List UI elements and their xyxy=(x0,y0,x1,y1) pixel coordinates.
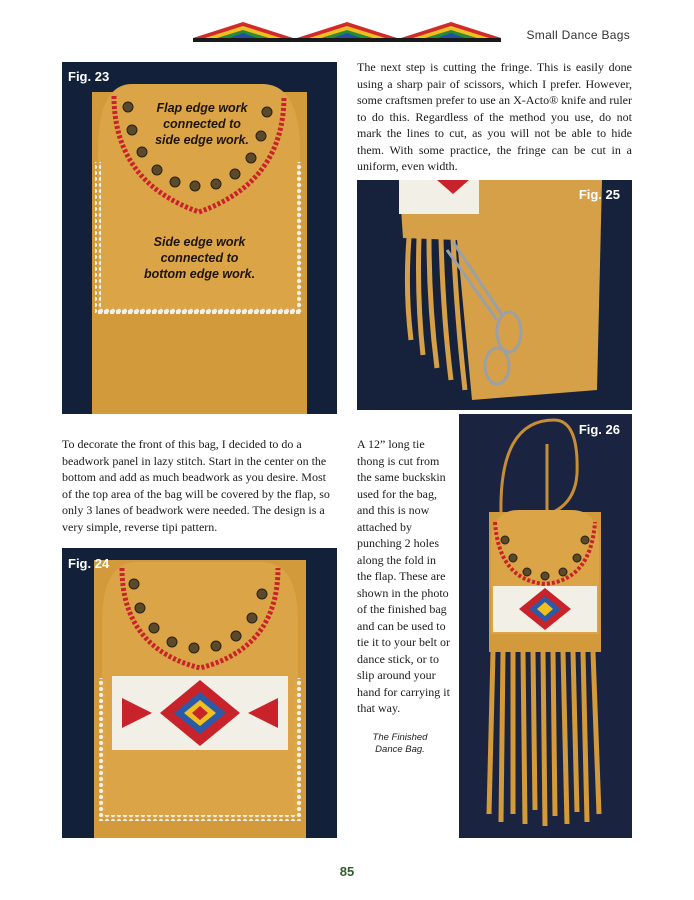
header-beadwork-band xyxy=(193,18,501,42)
figure-24-label: Fig. 24 xyxy=(68,556,110,571)
figure-23-photo xyxy=(62,62,337,414)
caption-line: bottom edge work. xyxy=(143,267,256,281)
figure-24-photo xyxy=(62,548,337,838)
paragraph-decorate xyxy=(62,436,337,535)
caption-line: The Finished xyxy=(372,732,428,743)
caption-line: Side edge work xyxy=(153,235,246,249)
figure-25-photo xyxy=(357,180,632,410)
paragraph-text: To decorate the front of this bag, I decided to do a beadwork panel in lazy stitch. Start in the center on the bottom and add as much beadwork as you desire. Most of the top area of the bag will be covered by the flap, so only 3 lanes of beadwork were needed. The design is a very simple, reverse tipi pattern. xyxy=(62,437,330,534)
caption-line: connected to xyxy=(163,117,241,131)
paragraph-fringe xyxy=(357,59,632,175)
figure-23-caption-bottom xyxy=(122,234,277,282)
paragraph-thong xyxy=(357,436,453,717)
running-header-title: Small Dance Bags xyxy=(526,28,630,42)
paragraph-text: A 12” long tie thong is cut from the same buckskin used for the bag, and this is now attached by punching 2 holes along the fold in the flap. These are shown in the photo of the finished bag and can be used to tie it to your belt or dance stick, or to slip around your hand for carrying it that way. xyxy=(357,437,450,715)
figure-26-photo xyxy=(459,414,632,838)
figure-25-label: Fig. 25 xyxy=(578,187,620,202)
figure-23-label: Fig. 23 xyxy=(68,69,110,84)
page-number: 85 xyxy=(339,864,355,879)
figure-23-caption-top xyxy=(132,100,272,148)
figure-26-label: Fig. 26 xyxy=(578,422,620,437)
caption-line: side edge work. xyxy=(155,133,249,147)
caption-line: Flap edge work xyxy=(156,101,248,115)
caption-line: connected to xyxy=(160,251,239,265)
paragraph-text: The next step is cutting the fringe. This is easily done using a sharp pair of scissors, which I prefer. However, some craftsmen prefer to use an X-Acto® knife and ruler to do this. Regardless of the method you use, do not mark the lines to cut, as you will not be able to hide them. With some practice, the fringe can be cut in a uniform, even width. xyxy=(357,60,632,173)
finished-bag-caption xyxy=(357,732,443,756)
caption-line: Dance Bag. xyxy=(375,744,425,755)
